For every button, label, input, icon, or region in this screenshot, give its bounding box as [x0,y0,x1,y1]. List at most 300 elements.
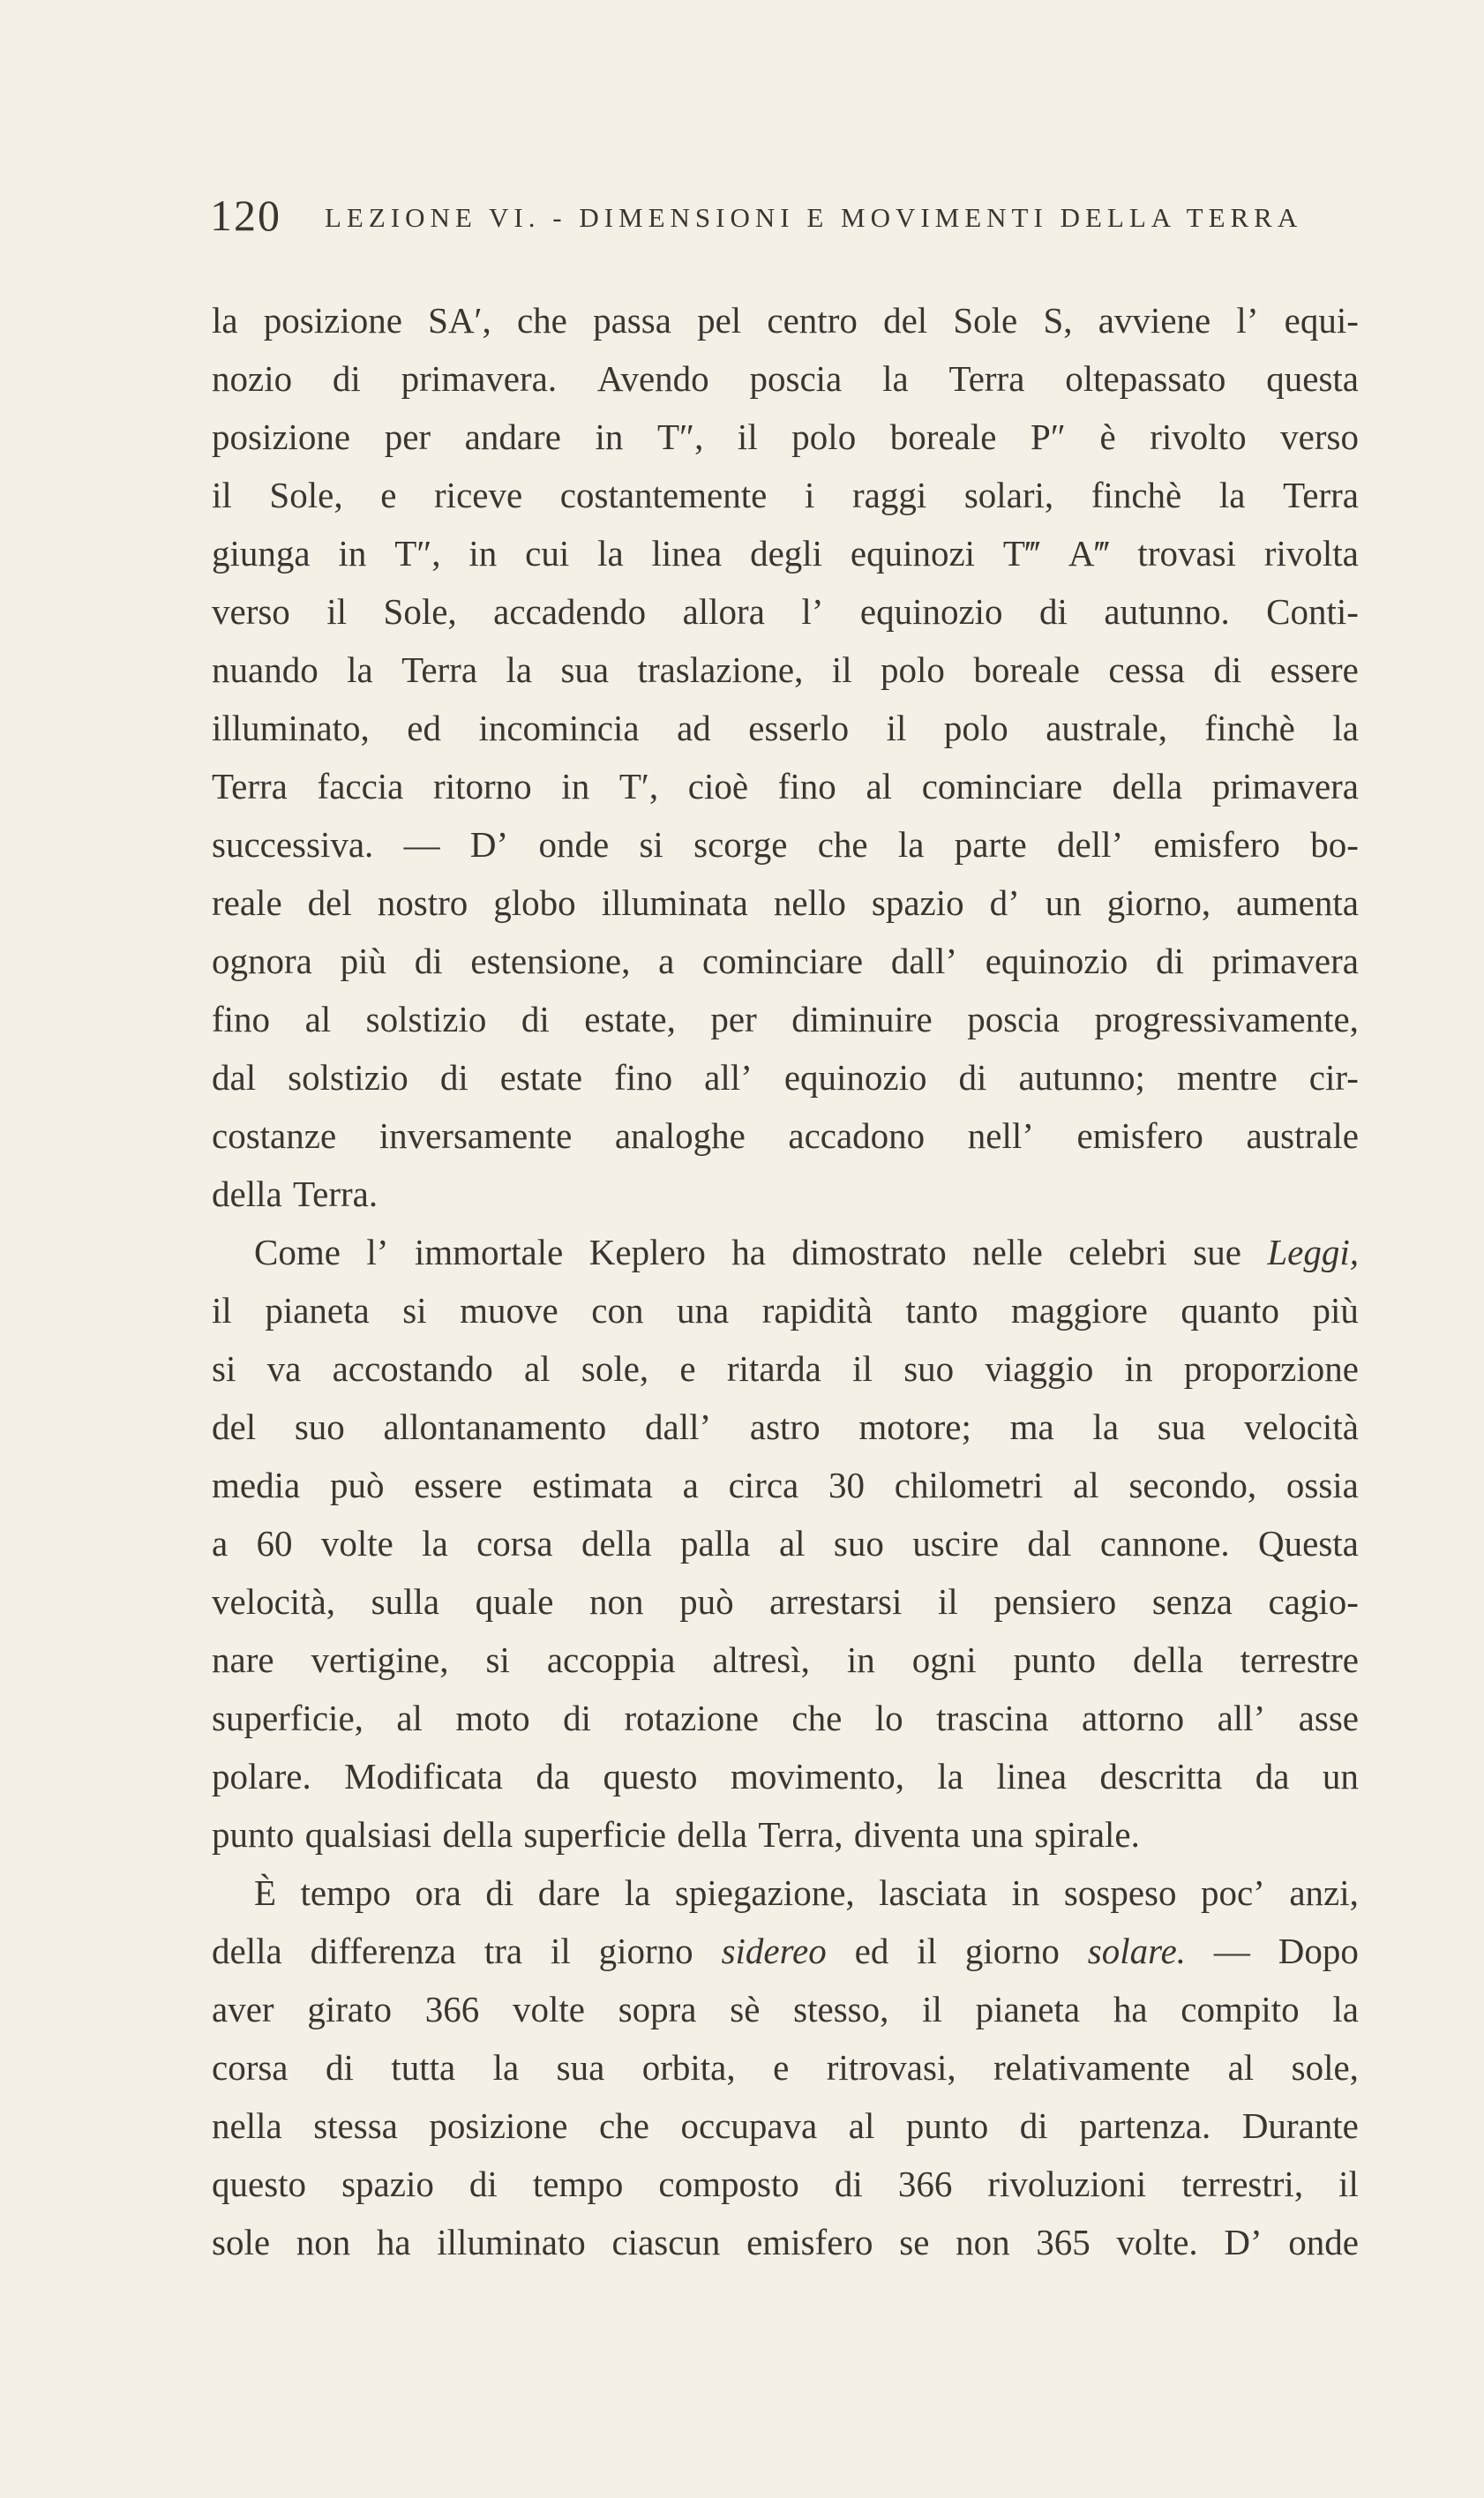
word: la [882,358,909,399]
word: posizione [212,416,351,457]
word: costanze [212,1115,337,1156]
word: proporzione [1183,1348,1359,1389]
word: si [485,1639,510,1680]
word: punto [212,1814,295,1855]
word: si [212,1348,236,1389]
word: il [852,1348,873,1389]
word: il [550,1931,571,1971]
word: ciascun [611,2222,721,2262]
text-line [212,1689,1359,1747]
word: primavera [1211,941,1359,981]
word: rapidità [761,1290,873,1331]
text-line [212,349,1359,408]
word: della [677,1814,748,1855]
word: analoghe [614,1115,746,1156]
word: suo [833,1523,884,1564]
word: spazio [871,882,964,923]
word: stessa [313,2105,398,2146]
word: di [1156,941,1185,981]
word: partenza. [1079,2105,1211,2146]
word: 366 [897,2164,953,2204]
word: della [212,1931,282,1971]
word: verso [212,591,290,632]
word: la [1332,1989,1359,2029]
word: viaggio [985,1348,1094,1389]
word: T′, [618,766,659,806]
word: un [1045,882,1082,923]
word: suo [294,1407,345,1447]
text-line [212,1165,1359,1223]
word: più [340,941,386,981]
word: scorge [693,824,788,865]
word: la [897,824,925,865]
word: polo [791,416,857,457]
word: di [439,1057,468,1098]
word: media [212,1465,301,1505]
word: sue [1193,1232,1241,1272]
word: asse [1298,1698,1359,1738]
word: verso [1280,416,1359,457]
word: bo- [1310,824,1359,865]
word: posizione [429,2105,568,2146]
word: sua [1157,1407,1206,1447]
word: finchè [1091,475,1182,515]
word: Terra, [758,1814,843,1855]
word: l’ [366,1232,389,1272]
word: linea [996,1756,1068,1797]
word: il [1338,2164,1359,2204]
word: accostando [332,1348,493,1389]
word: motore; [858,1407,971,1447]
word: al [778,1523,806,1564]
word: cioè [687,766,749,806]
word: pianeta [975,1989,1081,2029]
word: che [599,2105,649,2146]
word: immortale [414,1232,564,1272]
text-line [212,2155,1359,2213]
word: inversamente [378,1115,573,1156]
word: di [468,2164,498,2204]
word: per [384,416,431,457]
word: Terra. [292,1174,378,1214]
word: qualsiasi [304,1814,432,1855]
word: oltepassato [1065,358,1226,399]
word: e [380,475,397,515]
text-line [212,466,1359,524]
word: Sole, [383,591,457,632]
word: aumenta [1236,882,1359,923]
text-line [212,1805,1359,1864]
word: tempo [532,2164,624,2204]
word: ma [1009,1407,1054,1447]
word: spirale. [1034,1814,1140,1855]
word: uscire [912,1523,1000,1564]
word: centro [767,300,858,341]
word: — [1213,1931,1250,1971]
word: di [1039,591,1068,632]
word: per [710,999,757,1039]
word: accoppia [546,1639,676,1680]
word: punto [1013,1639,1097,1680]
word: faccia [317,766,404,806]
word: al [1073,1465,1099,1505]
text-line [212,2213,1359,2271]
word: cannone. [1099,1523,1230,1564]
word: in [846,1639,875,1680]
text-line [212,2097,1359,2155]
word: quanto [1180,1290,1279,1331]
word: la [1218,475,1246,515]
word: che [791,1698,843,1738]
word: a [212,1523,229,1564]
word: solare. [1087,1931,1187,1971]
word: cominciare [702,941,864,981]
word: aver [212,1989,274,2029]
word: degli [750,533,823,574]
word: in [561,766,590,806]
paragraph [212,1864,1359,2271]
word: Avendo [596,358,709,399]
word: vertigine, [311,1639,449,1680]
paragraph [212,1223,1359,1864]
word: rivolta [1263,533,1359,574]
word: celebri [1068,1232,1167,1272]
word: emisfero [1076,1115,1203,1156]
word: emisfero [1153,824,1280,865]
word: questa [1266,358,1359,399]
word: solstizio [288,1057,408,1098]
word: dal [212,1057,257,1098]
word: giorno, [1106,882,1211,923]
word: è [1099,416,1116,457]
word: in [1124,1348,1153,1389]
word: giunga [212,533,311,574]
word: essere [1270,649,1359,690]
word: equi- [1284,300,1359,341]
running-head [210,190,1366,243]
word: la [422,1523,448,1564]
word: il [737,416,758,457]
word: sospeso [1063,1872,1177,1913]
text-line [212,408,1359,466]
word: australe [1246,1115,1359,1156]
text-line [212,582,1359,641]
word: corsa [476,1523,553,1564]
word: della [212,1174,282,1214]
word: onde [538,824,610,865]
word: cui [525,533,570,574]
word: estensione, [470,941,631,981]
word: D’ [469,824,509,865]
word: che [516,300,567,341]
word: poc’ [1200,1872,1265,1913]
word: solari, [963,475,1054,515]
word: boreale [889,416,997,457]
word: terrestri, [1181,2164,1304,2204]
text-line [212,291,1359,349]
word: ognora [212,941,312,981]
word: sole [212,2222,271,2262]
word: andare [464,416,561,457]
word: orbita, [641,2047,736,2088]
word: Modificata [344,1756,503,1797]
word: di [485,1872,514,1913]
word: Sole [953,300,1018,341]
word: lasciata [879,1872,988,1913]
word: posizione [263,300,402,341]
word: finchè [1204,708,1295,748]
word: ritarda [726,1348,821,1389]
word: muove [460,1290,558,1331]
word: la [624,1872,651,1913]
word: e [679,1348,696,1389]
word: 366 [424,1989,480,2029]
word: che [817,824,868,865]
word: nelle [972,1232,1043,1272]
word: Sole, [269,475,343,515]
word: differenza [310,1931,456,1971]
word: costantemente [559,475,768,515]
word: Keplero [588,1232,706,1272]
word: velocità [1244,1407,1359,1447]
word: stesso, [793,1989,889,2029]
word: in [338,533,367,574]
word: palla [679,1523,751,1564]
body-text [212,291,1359,2271]
word: il [212,1290,232,1331]
word: rotazione [624,1698,759,1738]
word: giorno [598,1931,693,1971]
word: P″ [1031,416,1066,457]
word: sè [730,1989,761,2029]
word: onde [1288,2222,1359,2262]
word: volte. [1116,2222,1198,2262]
word: tempo [300,1872,392,1913]
word: a [658,941,675,981]
word: poscia [967,999,1060,1039]
word: secondo, [1128,1465,1257,1505]
word: S, [1043,300,1073,341]
word: al [396,1698,423,1738]
word: primavera [1211,766,1359,806]
word: riceve [434,475,523,515]
word: allora [682,591,765,632]
word: volte [512,1989,585,2029]
word: il [212,475,232,515]
word: ritrovasi, [826,2047,956,2088]
word: sole, [1291,2047,1359,2088]
word: Terra [1283,475,1359,515]
text-line [212,1223,1359,1281]
word: più [1312,1290,1359,1331]
word: polare. [212,1756,311,1797]
word: può [679,1581,734,1622]
word: Questa [1258,1523,1359,1564]
word: passa [593,300,671,341]
word: in [468,533,498,574]
word: ha [376,2222,411,2262]
word: avviene [1098,300,1211,341]
text-line [212,1922,1359,1980]
text-line [212,1631,1359,1689]
text-line [212,1281,1359,1339]
word: T″, [656,416,704,457]
word: nello [773,882,846,923]
word: nostro [377,882,468,923]
word: — [403,824,440,865]
word: corsa [212,2047,289,2088]
word: un [1322,1756,1359,1797]
word: ad [677,708,711,748]
word: fino [777,766,836,806]
word: raggi [851,475,927,515]
word: traslazione, [637,649,804,690]
word: sulla [371,1581,440,1622]
word: una [677,1290,730,1331]
word: occupava [680,2105,818,2146]
word: di [563,1698,591,1738]
word: una [971,1814,1024,1855]
word: la [492,2047,520,2088]
word: rivoluzioni [987,2164,1147,2204]
word: dall’ [645,1407,712,1447]
page-number: 120 [210,191,281,240]
word: movimento, [730,1756,904,1797]
word: trascina [936,1698,1049,1738]
word: la [212,300,238,341]
word: attorno [1082,1698,1185,1738]
word: il [917,1931,937,1971]
word: di [834,2164,863,2204]
word: 365 [1036,2222,1091,2262]
word: nare [212,1639,274,1680]
word: il [937,1581,958,1622]
word: da [536,1756,571,1797]
word: reale [212,882,282,923]
word: chilometri [894,1465,1044,1505]
word: in [1011,1872,1040,1913]
text-line [212,990,1359,1048]
word: fino [212,999,271,1039]
word: composto [658,2164,799,2204]
word: la [1332,708,1359,748]
word: tanto [905,1290,978,1331]
word: ed [854,1931,889,1971]
word: esserlo [748,708,850,748]
word: altresì, [712,1639,810,1680]
word: con [591,1290,644,1331]
running-head-title: LEZIONE VI. - DIMENSIONI E MOVIMENTI DELLA TERRA [325,202,1303,233]
word: velocità, [212,1581,336,1622]
word: T″, [394,533,441,574]
word: cessa [1108,649,1185,690]
word: giorno [964,1931,1060,1971]
word: se [899,2222,930,2262]
word: equinozio [783,1057,927,1098]
word: del [212,1407,257,1447]
text-line [212,1106,1359,1165]
word: pel [697,300,742,341]
word: boreale [973,649,1080,690]
word: astro [749,1407,821,1447]
word: dare [537,1872,601,1913]
text-line [212,2038,1359,2097]
word: estimata [532,1465,653,1505]
word: estate [499,1057,583,1098]
word: sole, [581,1348,649,1389]
word: illuminata [601,882,748,923]
text-line [212,1514,1359,1572]
word: autunno. [1104,591,1230,632]
word: al [524,1348,551,1389]
word: ogni [911,1639,977,1680]
word: della [581,1523,652,1564]
word: di [325,2047,354,2088]
word: solstizio [365,999,487,1039]
word: ritorno [433,766,532,806]
word: sua [556,2047,605,2088]
word: superficie [523,1814,667,1855]
word: Dopo [1278,1931,1359,1971]
word: di [1213,649,1242,690]
word: di [521,999,550,1039]
word: Durante [1241,2105,1359,2146]
word: di [958,1057,987,1098]
word: primavera. [401,358,558,399]
word: quale [475,1581,554,1622]
word: anzi, [1289,1872,1359,1913]
word: equinozi [850,533,976,574]
word: i [804,475,815,515]
word: la [937,1756,963,1797]
word: 60 [256,1523,293,1564]
word: accadendo [493,591,647,632]
text-line [212,1048,1359,1106]
word: compito [1180,1989,1300,2029]
word: relativamente [993,2047,1191,2088]
word: si [402,1290,427,1331]
word: il [886,708,907,748]
word: al [866,766,893,806]
word: la [506,649,533,690]
word: la [597,533,624,574]
word: autunno; [1018,1057,1145,1098]
word: nuando [212,649,319,690]
text-line [212,1398,1359,1456]
word: volte [320,1523,393,1564]
word: a [682,1465,699,1505]
word: la [1092,1407,1120,1447]
word: sua [560,649,610,690]
word: pensiero [993,1581,1117,1622]
word: trovasi [1137,533,1237,574]
word: arrestarsi [769,1581,903,1622]
paragraph [212,291,1359,1223]
word: da [1255,1756,1290,1797]
word: si [639,824,663,865]
word: lo [874,1698,903,1738]
word: dell’ [1057,824,1124,865]
word: di [1019,2105,1048,2146]
word: spazio [341,2164,434,2204]
word: circa [728,1465,799,1505]
word: poscia [749,358,843,399]
word: all’ [704,1057,753,1098]
word: A‴ [1068,533,1110,574]
word: può [329,1465,385,1505]
word: diventa [853,1814,961,1855]
word: ha [1113,1989,1148,2029]
